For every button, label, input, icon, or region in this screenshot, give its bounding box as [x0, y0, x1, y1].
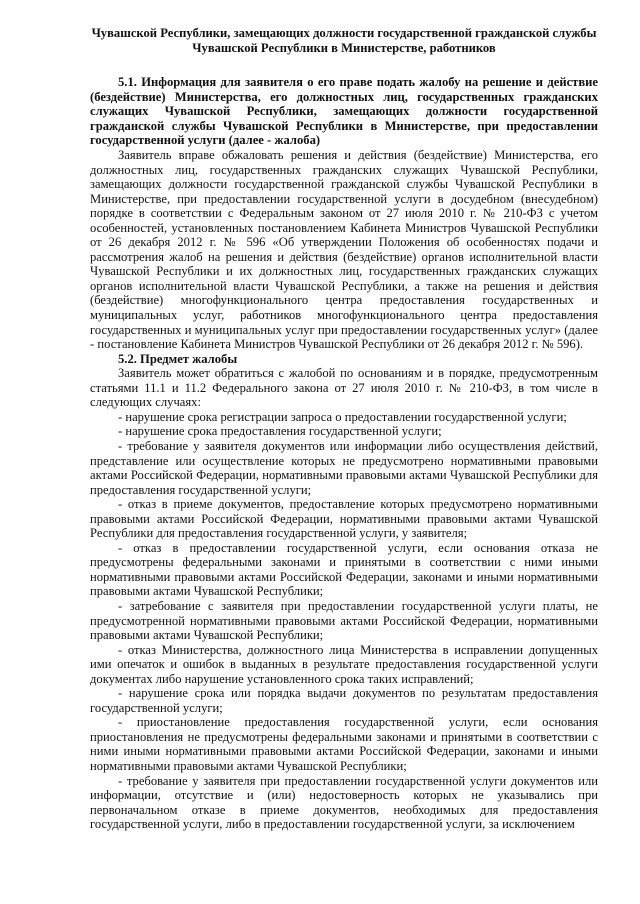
- list-item: - нарушение срока предоставления государственной услуги;: [118, 424, 442, 439]
- section-5-1-paragraph: Заявитель вправе обжаловать решения и действия (бездействие) Министерства, его должностных лиц, государственных гражданских служащих Чувашской Республики, замещающих должности государственной гражданской службы Чувашской Республики в Министерстве, при предоставлении государственной услуги в досудебном (внесудебном) порядке в соответствии с Федеральным законом от 27 июля 2010 г. № 210-ФЗ с учетом особенностей, установленных постановлением Кабинета Министров Чувашской Республики от 26 декабря 2012 г. № 596 «Об утверждении Положения об особенностях подачи и рассмотрения жалоб на решения и действия (бездействие) органов исполнительной власти Чувашской Республики и их должностных лиц, государственных гражданских служащих органов исполнительной власти Чувашской Республики, а также на решения и действия (бездействие) многофункционального центра предоставления государственных и муниципальных услуг, работников многофункционального центра предоставления государственных и муниципальных услуг при предоставлении государственных услуг» (далее - постановление Кабинета Министров Чувашской Республики от 26 декабря 2012 г. № 596).: [90, 147, 598, 352]
- list-item: - затребование с заявителя при предоставлении государственной услуги платы, не предусмотренной нормативными правовыми актами Российской Федерации, нормативными правовыми актами Чувашской Республики;: [90, 598, 598, 643]
- list-item: - нарушение срока регистрации запроса о предоставлении государственной услуги;: [118, 409, 567, 424]
- list-item: - нарушение срока или порядка выдачи документов по результатам предоставления государственной услуги;: [90, 686, 598, 715]
- list-item: - отказ в предоставлении государственной услуги, если основания отказа не предусмотрены федеральными законами и принятыми в соответствии с ними иными нормативными правовыми актами Российской Федерации, законами и иными нормативными правовыми актами Чувашской Республики;: [90, 540, 598, 599]
- section-5-1-heading: 5.1. Информация для заявителя о его праве подать жалобу на решение и действие (бездействие) Министерства, его должностных лиц, государственных гражданских служащих Чувашской Республики, замещающих должности государственной гражданской службы Чувашской Республики в Министерстве, при предоставлении государственной услуги (далее - жалоба): [90, 75, 598, 148]
- document-title: Чувашской Республики, замещающих должности государственной гражданской службы Чувашской Республики в Министерстве, работников: [91, 26, 597, 55]
- section-5-2-heading: 5.2. Предмет жалобы: [118, 351, 238, 366]
- list-item: - приостановление предоставления государственной услуги, если основания приостановления не предусмотрены федеральными законами и принятыми в соответствии с ними иными нормативными правовыми актами Российской Федерации, законами и иными нормативными правовыми актами Чувашской Республики;: [90, 715, 598, 773]
- section-5-2-intro: Заявитель может обратиться с жалобой по основаниям и в порядке, предусмотренным статьями 11.1 и 11.2 Федерального закона от 27 июля 2010 г. № 210-ФЗ, в том числе в следующих случаях:: [90, 366, 598, 410]
- list-item: - требование у заявителя при предоставлении государственной услуги документов или информации, отсутствие и (или) недостоверность которых не указывались при первоначальном отказе в приеме документов, необходимых для предоставления государственной услуги, либо в предоставлении государственной услуги, за исключением: [90, 773, 598, 832]
- list-item: - отказ Министерства, должностного лица Министерства в исправлении допущенных ими опечаток и ошибок в выданных в результате предоставления государственной услуги документах либо нарушение установленного срока таких исправлений;: [90, 642, 598, 686]
- list-item: - отказ в приеме документов, предоставление которых предусмотрено нормативными правовыми актами Российской Федерации, нормативными правовыми актами Чувашской Республики для предоставления государственной услуги, у заявителя;: [90, 497, 598, 541]
- list-item: - требование у заявителя документов или информации либо осуществления действий, представление или осуществление которых не предусмотрено нормативными правовыми актами Российской Федерации, нормативными правовыми актами Чувашской Республики для предоставления государственной услуги;: [90, 438, 598, 497]
